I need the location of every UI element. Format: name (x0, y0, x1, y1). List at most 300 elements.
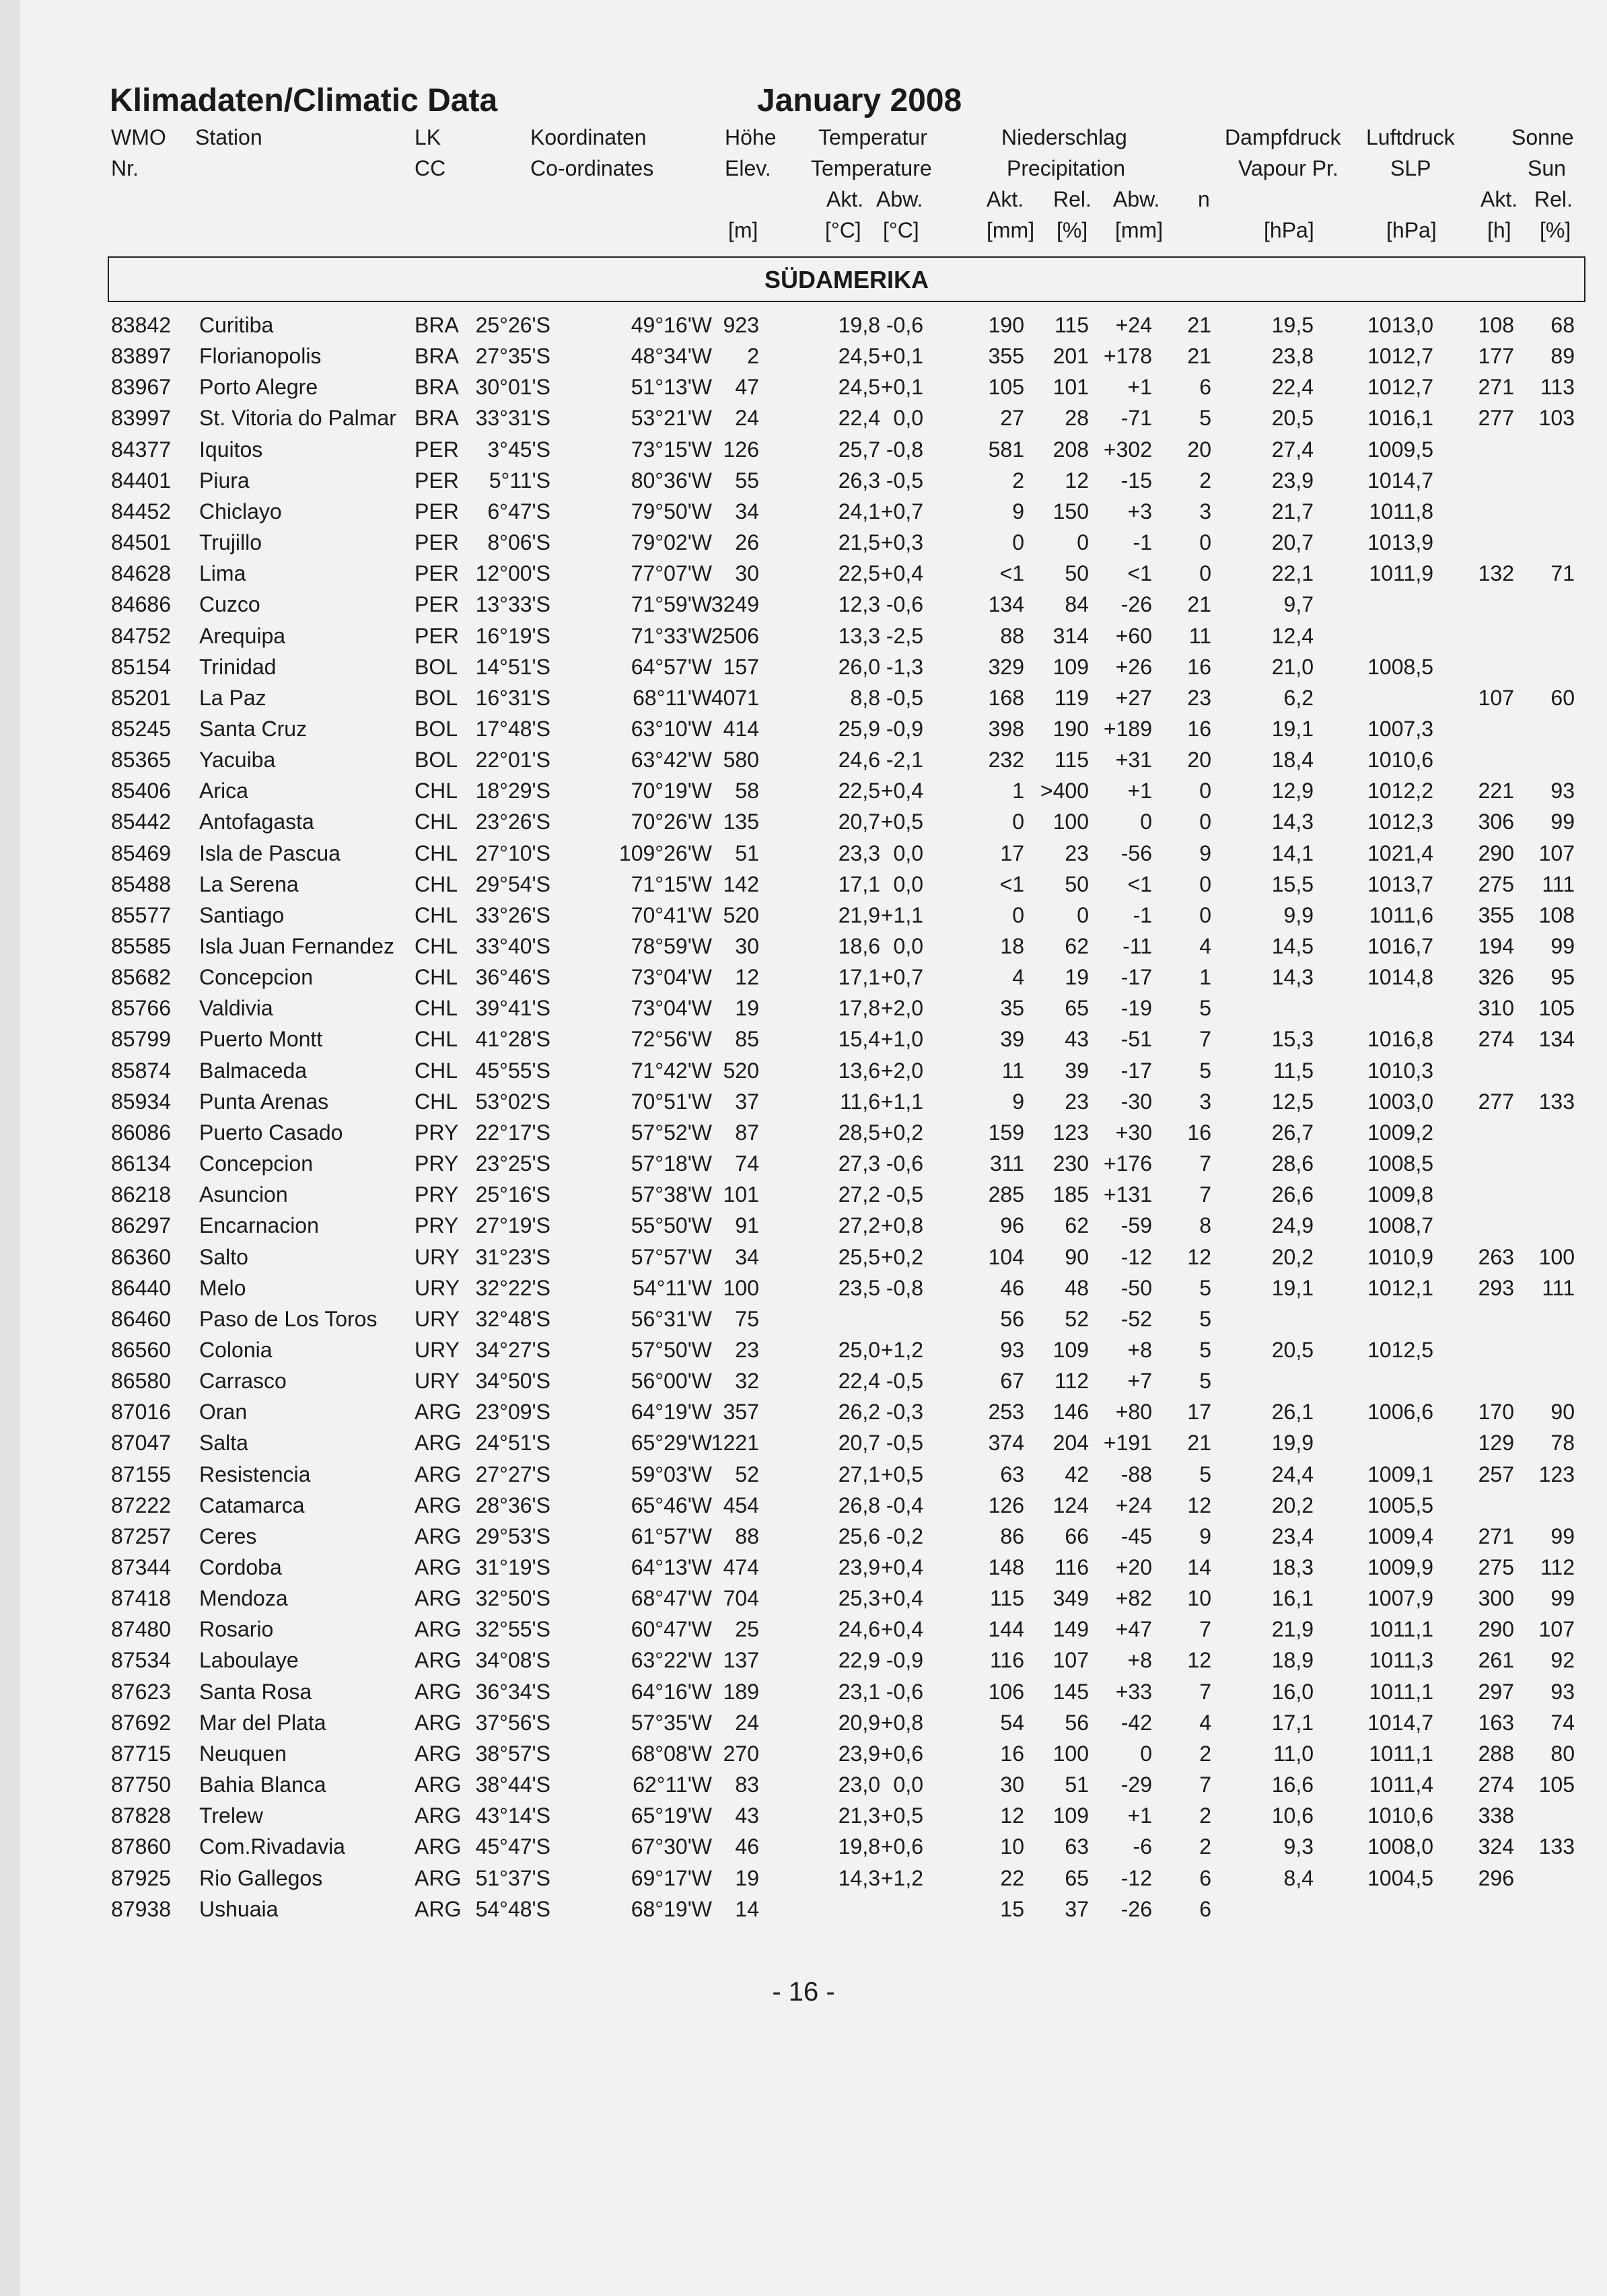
cell-slp: 1013,7 (1367, 871, 1433, 896)
cell-country: PER (415, 561, 459, 586)
cell-precip-abw: <1 (1127, 871, 1152, 896)
cell-precip-akt: 46 (1000, 1275, 1024, 1300)
cell-temp-akt: 25,9 (838, 716, 880, 741)
cell-slp: 1008,5 (1367, 1151, 1433, 1176)
cell-country: PER (415, 592, 459, 617)
cell-precip-rel: 0 (1077, 530, 1089, 555)
cell-station: Lima (199, 561, 246, 586)
cell-precip-rel: 37 (1065, 1896, 1089, 1921)
hdr-unit-pct: [%] (1057, 218, 1088, 242)
cell-latitude: 12°00'S (475, 561, 550, 586)
cell-slp: 1008,7 (1367, 1213, 1433, 1238)
cell-sun-rel: 111 (1542, 871, 1575, 896)
cell-sun-akt: 132 (1478, 561, 1514, 586)
cell-longitude: 53°21'W (631, 406, 712, 431)
cell-country: URY (415, 1369, 460, 1394)
cell-sun-rel: 93 (1550, 1679, 1575, 1704)
cell-temp-akt: 27,2 (838, 1182, 880, 1207)
cell-slp: 1014,7 (1367, 1710, 1433, 1735)
table-row (0, 806, 1607, 837)
cell-sun-rel: 90 (1550, 1400, 1575, 1425)
table-row (0, 310, 1607, 340)
cell-precip-n: 20 (1187, 748, 1211, 773)
cell-precip-n: 7 (1199, 1617, 1211, 1642)
hdr-precip-abw: Abw. (1113, 187, 1160, 211)
cell-longitude: 80°36'W (631, 468, 712, 493)
cell-precip-abw: -26 (1120, 1896, 1152, 1921)
cell-temp-abw: +0,4 (880, 561, 923, 586)
table-row (0, 1490, 1607, 1521)
cell-precip-abw: +1 (1127, 779, 1152, 803)
cell-station: Isla Juan Fernandez (199, 934, 394, 958)
cell-country: ARG (415, 1617, 462, 1642)
cell-elevation: 704 (723, 1586, 759, 1611)
cell-temp-akt: 12,3 (838, 592, 880, 617)
cell-wmo: 85442 (111, 810, 171, 834)
cell-precip-n: 5 (1199, 1462, 1211, 1486)
cell-precip-akt: 190 (988, 313, 1024, 337)
cell-sun-rel: 111 (1542, 1275, 1575, 1300)
cell-wmo: 87860 (111, 1834, 171, 1859)
cell-country: ARG (415, 1865, 462, 1890)
hdr-precip-rel: Rel. (1053, 187, 1092, 211)
cell-slp: 1011,6 (1369, 902, 1433, 927)
cell-temp-akt: 23,3 (838, 840, 880, 865)
cell-precip-abw: +82 (1115, 1586, 1152, 1611)
cell-precip-akt: 10 (1000, 1834, 1024, 1859)
cell-temp-abw: -0,5 (886, 1431, 923, 1456)
cell-vapour: 28,6 (1271, 1151, 1314, 1176)
cell-wmo: 86218 (111, 1182, 171, 1207)
cell-slp: 1011,4 (1369, 1772, 1433, 1797)
cell-temp-abw: +0,8 (880, 1213, 923, 1238)
cell-wmo: 85488 (111, 871, 171, 896)
cell-temp-akt: 25,3 (838, 1586, 880, 1611)
cell-latitude: 34°27'S (475, 1337, 550, 1362)
cell-temp-abw: -0,5 (886, 1182, 923, 1207)
hdr-cc: CC (415, 156, 446, 180)
cell-vapour: 20,2 (1271, 1493, 1314, 1517)
cell-latitude: 14°51'S (475, 654, 550, 679)
table-row (0, 402, 1607, 433)
cell-vapour: 18,3 (1271, 1555, 1314, 1579)
cell-sun-akt: 194 (1478, 934, 1514, 958)
cell-elevation: 24 (735, 406, 759, 431)
cell-temp-abw: -0,2 (886, 1523, 923, 1548)
cell-temp-abw: -0,5 (886, 685, 923, 710)
cell-precip-abw: -19 (1120, 996, 1152, 1021)
table-row (0, 1148, 1607, 1179)
cell-longitude: 77°07'W (631, 561, 712, 586)
cell-latitude: 27°19'S (475, 1213, 550, 1238)
cell-temp-abw: -0,9 (886, 1648, 923, 1673)
cell-country: BRA (415, 313, 459, 337)
cell-precip-n: 5 (1199, 1369, 1211, 1394)
cell-precip-abw: -56 (1120, 840, 1152, 865)
cell-station: Trinidad (199, 654, 277, 679)
cell-longitude: 73°04'W (631, 996, 712, 1021)
hdr-precip-n: n (1198, 187, 1210, 211)
cell-temp-akt: 17,1 (838, 965, 880, 990)
cell-wmo: 87480 (111, 1617, 171, 1642)
cell-precip-akt: 39 (1000, 1027, 1024, 1052)
cell-longitude: 49°16'W (631, 313, 712, 337)
cell-wmo: 87155 (111, 1462, 171, 1486)
cell-vapour: 9,9 (1283, 902, 1314, 927)
cell-precip-rel: 63 (1065, 1834, 1089, 1859)
hdr-slp: SLP (1390, 156, 1431, 180)
cell-temp-abw: 0,0 (893, 840, 923, 865)
cell-temp-akt: 23,9 (838, 1741, 880, 1766)
cell-elevation: 32 (735, 1369, 759, 1394)
cell-station: Com.Rivadavia (199, 1834, 345, 1859)
cell-precip-akt: 16 (1000, 1741, 1024, 1766)
cell-country: ARG (415, 1555, 462, 1579)
cell-elevation: 2 (747, 344, 759, 369)
page-number: - 16 - (772, 1977, 835, 2007)
cell-sun-rel: 105 (1538, 1772, 1575, 1797)
cell-temp-abw: 0,0 (893, 1772, 923, 1797)
table-row (0, 1117, 1607, 1148)
cell-longitude: 63°42'W (631, 748, 712, 773)
cell-precip-n: 21 (1187, 1431, 1211, 1456)
cell-temp-akt: 25,0 (838, 1337, 880, 1362)
cell-vapour: 16,1 (1271, 1586, 1314, 1611)
cell-temp-akt: 27,3 (838, 1151, 880, 1176)
cell-wmo: 87222 (111, 1493, 171, 1517)
cell-precip-abw: +7 (1127, 1369, 1152, 1394)
table-row (0, 931, 1607, 962)
cell-precip-abw: 0 (1140, 810, 1152, 834)
cell-latitude: 31°23'S (475, 1244, 550, 1269)
hdr-sun-rel: Rel. (1534, 187, 1573, 211)
cell-longitude: 73°04'W (631, 965, 712, 990)
cell-station: Florianopolis (199, 344, 322, 369)
hdr-dampfdruck: Dampfdruck (1225, 125, 1341, 149)
cell-precip-n: 2 (1199, 1803, 1211, 1828)
cell-precip-abw: +47 (1115, 1617, 1152, 1642)
cell-slp: 1008,5 (1367, 654, 1433, 679)
cell-wmo: 86360 (111, 1244, 171, 1269)
cell-slp: 1009,5 (1367, 437, 1433, 462)
cell-precip-akt: 9 (1012, 499, 1024, 524)
cell-wmo: 86440 (111, 1275, 171, 1300)
cell-vapour: 10,6 (1271, 1803, 1314, 1828)
cell-wmo: 85154 (111, 654, 171, 679)
cell-temp-abw: +1,2 (880, 1337, 923, 1362)
cell-precip-rel: 185 (1052, 1182, 1089, 1207)
hdr-unit-mm-abw: [mm] (1115, 218, 1164, 242)
cell-temp-akt: 23,5 (838, 1275, 880, 1300)
cell-station: Cuzco (199, 592, 260, 617)
cell-precip-n: 7 (1199, 1151, 1211, 1176)
cell-station: Trelew (199, 1803, 263, 1828)
cell-precip-n: 12 (1187, 1493, 1211, 1517)
cell-elevation: 4071 (711, 685, 759, 710)
table-row (0, 1303, 1607, 1334)
cell-precip-rel: 115 (1054, 313, 1089, 337)
cell-sun-akt: 271 (1478, 375, 1514, 400)
cell-latitude: 51°37'S (475, 1865, 550, 1890)
cell-sun-rel: 113 (1540, 375, 1575, 400)
cell-station: Trujillo (199, 530, 262, 555)
cell-longitude: 70°26'W (631, 810, 712, 834)
cell-sun-akt: 275 (1478, 1555, 1514, 1579)
cell-country: CHL (415, 840, 458, 865)
cell-precip-akt: 93 (1000, 1337, 1024, 1362)
cell-sun-rel: 95 (1550, 965, 1575, 990)
cell-country: CHL (415, 871, 458, 896)
section-header-box (108, 256, 1585, 302)
cell-vapour: 14,3 (1271, 965, 1314, 990)
cell-precip-abw: +1 (1127, 375, 1152, 400)
cell-slp: 1010,3 (1367, 1058, 1433, 1083)
cell-slp: 1021,4 (1367, 840, 1433, 865)
cell-vapour: 26,1 (1271, 1400, 1314, 1425)
cell-sun-akt: 355 (1478, 902, 1514, 927)
table-row (0, 1459, 1607, 1490)
table-row (0, 1396, 1607, 1427)
cell-wmo: 87047 (111, 1431, 171, 1456)
cell-precip-abw: +30 (1115, 1120, 1152, 1145)
cell-precip-n: 3 (1199, 499, 1211, 524)
cell-precip-akt: 96 (1000, 1213, 1024, 1238)
cell-elevation: 47 (735, 375, 759, 400)
cell-precip-akt: 285 (988, 1182, 1024, 1207)
cell-latitude: 23°09'S (475, 1400, 550, 1425)
cell-precip-rel: 204 (1052, 1431, 1089, 1456)
cell-latitude: 39°41'S (475, 996, 550, 1021)
cell-vapour: 15,3 (1271, 1027, 1314, 1052)
cell-latitude: 34°08'S (475, 1648, 550, 1673)
table-row (0, 558, 1607, 589)
cell-latitude: 29°53'S (475, 1523, 550, 1548)
cell-country: BOL (415, 716, 458, 741)
cell-precip-akt: 67 (1000, 1369, 1024, 1394)
cell-precip-akt: 329 (988, 654, 1024, 679)
cell-longitude: 61°57'W (631, 1523, 712, 1548)
cell-temp-akt: 22,4 (838, 406, 880, 431)
cell-precip-abw: -1 (1133, 902, 1152, 927)
cell-station: St. Vitoria do Palmar (199, 406, 396, 431)
cell-temp-abw: -2,1 (886, 748, 923, 773)
cell-longitude: 55°50'W (631, 1213, 712, 1238)
cell-elevation: 74 (735, 1151, 759, 1176)
cell-elevation: 87 (735, 1120, 759, 1145)
cell-precip-abw: -71 (1120, 406, 1152, 431)
cell-latitude: 36°34'S (475, 1679, 550, 1704)
cell-vapour: 11,5 (1273, 1058, 1314, 1083)
cell-precip-rel: 201 (1052, 344, 1089, 369)
cell-wmo: 87715 (111, 1741, 171, 1766)
cell-slp: 1012,7 (1367, 375, 1433, 400)
cell-sun-akt: 177 (1478, 344, 1514, 369)
cell-country: ARG (415, 1741, 462, 1766)
cell-latitude: 27°35'S (475, 344, 550, 369)
cell-temp-akt: 26,8 (838, 1493, 880, 1517)
cell-sun-rel: 89 (1550, 344, 1575, 369)
cell-longitude: 59°03'W (631, 1462, 712, 1486)
cell-temp-abw: -0,4 (886, 1493, 923, 1517)
cell-elevation: 24 (735, 1710, 759, 1735)
cell-precip-akt: 86 (1000, 1523, 1024, 1548)
cell-station: Balmaceda (199, 1058, 308, 1083)
cell-precip-akt: 126 (988, 1493, 1024, 1517)
cell-temp-akt: 21,5 (838, 530, 880, 555)
cell-temp-akt: 8,8 (850, 685, 880, 710)
cell-station: Concepcion (199, 965, 313, 990)
cell-latitude: 54°48'S (475, 1896, 550, 1921)
cell-precip-rel: 62 (1065, 1213, 1089, 1238)
cell-latitude: 23°25'S (475, 1151, 550, 1176)
cell-country: BOL (415, 654, 458, 679)
cell-vapour: 8,4 (1283, 1865, 1314, 1890)
cell-longitude: 48°34'W (631, 344, 712, 369)
table-row (0, 1676, 1607, 1707)
cell-vapour: 21,0 (1271, 654, 1314, 679)
cell-longitude: 63°22'W (631, 1648, 712, 1673)
cell-precip-rel: 109 (1052, 654, 1089, 679)
cell-station: Yacuiba (199, 748, 276, 773)
cell-station: Melo (199, 1275, 246, 1300)
cell-temp-abw: -0,6 (886, 592, 923, 617)
cell-wmo: 83997 (111, 406, 171, 431)
cell-slp: 1012,7 (1367, 344, 1433, 369)
cell-latitude: 24°51'S (475, 1431, 550, 1456)
cell-country: ARG (415, 1679, 462, 1704)
table-row (0, 900, 1607, 931)
cell-sun-akt: 271 (1478, 1523, 1514, 1548)
table-row (0, 775, 1607, 806)
cell-temp-abw: 0,0 (893, 406, 923, 431)
cell-station: Chiclayo (199, 499, 282, 524)
cell-longitude: 57°18'W (631, 1151, 712, 1176)
cell-temp-akt: 22,4 (838, 1369, 880, 1394)
cell-longitude: 78°59'W (631, 934, 712, 958)
cell-precip-abw: -6 (1133, 1834, 1152, 1859)
cell-precip-n: 7 (1199, 1772, 1211, 1797)
cell-temp-akt: 26,0 (838, 654, 880, 679)
cell-latitude: 33°26'S (475, 902, 550, 927)
cell-sun-akt: 263 (1478, 1244, 1514, 1269)
cell-sun-akt: 108 (1478, 313, 1514, 337)
cell-precip-akt: 11 (1001, 1058, 1024, 1083)
cell-sun-rel: 99 (1550, 1523, 1575, 1548)
table-row (0, 713, 1607, 744)
cell-precip-rel: 123 (1052, 1120, 1089, 1145)
cell-precip-abw: +8 (1127, 1337, 1152, 1362)
cell-temp-akt: 17,1 (838, 871, 880, 896)
cell-country: CHL (415, 1027, 458, 1052)
cell-precip-rel: 62 (1065, 934, 1089, 958)
cell-station: Mendoza (199, 1586, 288, 1611)
cell-temp-abw: -0,8 (886, 437, 923, 462)
cell-precip-akt: 56 (1000, 1306, 1024, 1331)
cell-precip-rel: 230 (1052, 1151, 1089, 1176)
cell-precip-abw: +80 (1115, 1400, 1152, 1425)
cell-country: ARG (415, 1803, 462, 1828)
cell-vapour: 19,9 (1271, 1431, 1314, 1456)
cell-longitude: 57°35'W (631, 1710, 712, 1735)
cell-vapour: 23,4 (1271, 1523, 1314, 1548)
cell-slp: 1012,5 (1367, 1337, 1433, 1362)
cell-vapour: 19,1 (1271, 716, 1314, 741)
cell-latitude: 33°40'S (475, 934, 550, 958)
cell-slp: 1005,5 (1367, 1493, 1433, 1517)
cell-sun-rel: 92 (1550, 1648, 1575, 1673)
cell-longitude: 64°13'W (631, 1555, 712, 1579)
cell-slp: 1009,2 (1367, 1120, 1433, 1145)
cell-country: ARG (415, 1710, 462, 1735)
hdr-temperatur: Temperatur (818, 125, 927, 149)
cell-precip-rel: 84 (1065, 592, 1089, 617)
cell-precip-n: 7 (1199, 1679, 1211, 1704)
cell-precip-n: 7 (1199, 1027, 1211, 1052)
hdr-niederschlag: Niederschlag (1001, 125, 1127, 149)
cell-elevation: 454 (723, 1493, 759, 1517)
cell-precip-rel: 66 (1065, 1523, 1089, 1548)
cell-elevation: 25 (735, 1617, 759, 1642)
cell-temp-akt: 19,8 (838, 313, 880, 337)
cell-precip-rel: >400 (1040, 779, 1089, 803)
cell-elevation: 1221 (711, 1431, 759, 1456)
table-row (0, 496, 1607, 527)
cell-elevation: 30 (735, 934, 759, 958)
cell-sun-rel: 108 (1538, 902, 1575, 927)
hdr-nr: Nr. (111, 156, 139, 180)
table-row (0, 1210, 1607, 1241)
table-row (0, 340, 1607, 371)
cell-temp-abw: +0,4 (880, 1617, 923, 1642)
cell-precip-akt: 0 (1012, 530, 1024, 555)
cell-precip-akt: 581 (988, 437, 1024, 462)
cell-station: Piura (199, 468, 250, 493)
cell-temp-akt: 18,6 (838, 934, 880, 958)
cell-country: ARG (415, 1523, 462, 1548)
cell-precip-n: 2 (1199, 1834, 1211, 1859)
cell-temp-akt: 24,6 (838, 748, 880, 773)
cell-slp: 1016,8 (1367, 1027, 1433, 1052)
cell-station: Catamarca (199, 1493, 305, 1517)
cell-sun-akt: 310 (1478, 996, 1514, 1021)
cell-latitude: 25°16'S (475, 1182, 550, 1207)
cell-precip-abw: +24 (1115, 313, 1152, 337)
table-row (0, 993, 1607, 1024)
cell-precip-n: 5 (1199, 996, 1211, 1021)
table-row (0, 1086, 1607, 1117)
cell-station: Iquitos (199, 437, 263, 462)
cell-precip-akt: 22 (1000, 1865, 1024, 1890)
cell-wmo: 85766 (111, 996, 171, 1021)
cell-station: Santiago (199, 902, 285, 927)
cell-precip-rel: 19 (1065, 965, 1089, 990)
cell-slp: 1011,3 (1369, 1648, 1433, 1673)
cell-latitude: 3°45'S (487, 437, 550, 462)
cell-sun-rel: 105 (1538, 996, 1575, 1021)
cell-precip-akt: 398 (988, 716, 1024, 741)
cell-elevation: 414 (723, 716, 759, 741)
cell-slp: 1010,6 (1367, 748, 1433, 773)
cell-longitude: 65°19'W (631, 1803, 712, 1828)
cell-precip-n: 0 (1199, 902, 1211, 927)
cell-precip-abw: -88 (1120, 1462, 1152, 1486)
cell-sun-rel: 80 (1550, 1741, 1575, 1766)
cell-temp-abw: -0,3 (886, 1400, 923, 1425)
cell-precip-n: 0 (1199, 779, 1211, 803)
cell-slp: 1011,1 (1369, 1741, 1433, 1766)
cell-precip-abw: -17 (1120, 965, 1152, 990)
hdr-sun-akt: Akt. (1480, 187, 1518, 211)
